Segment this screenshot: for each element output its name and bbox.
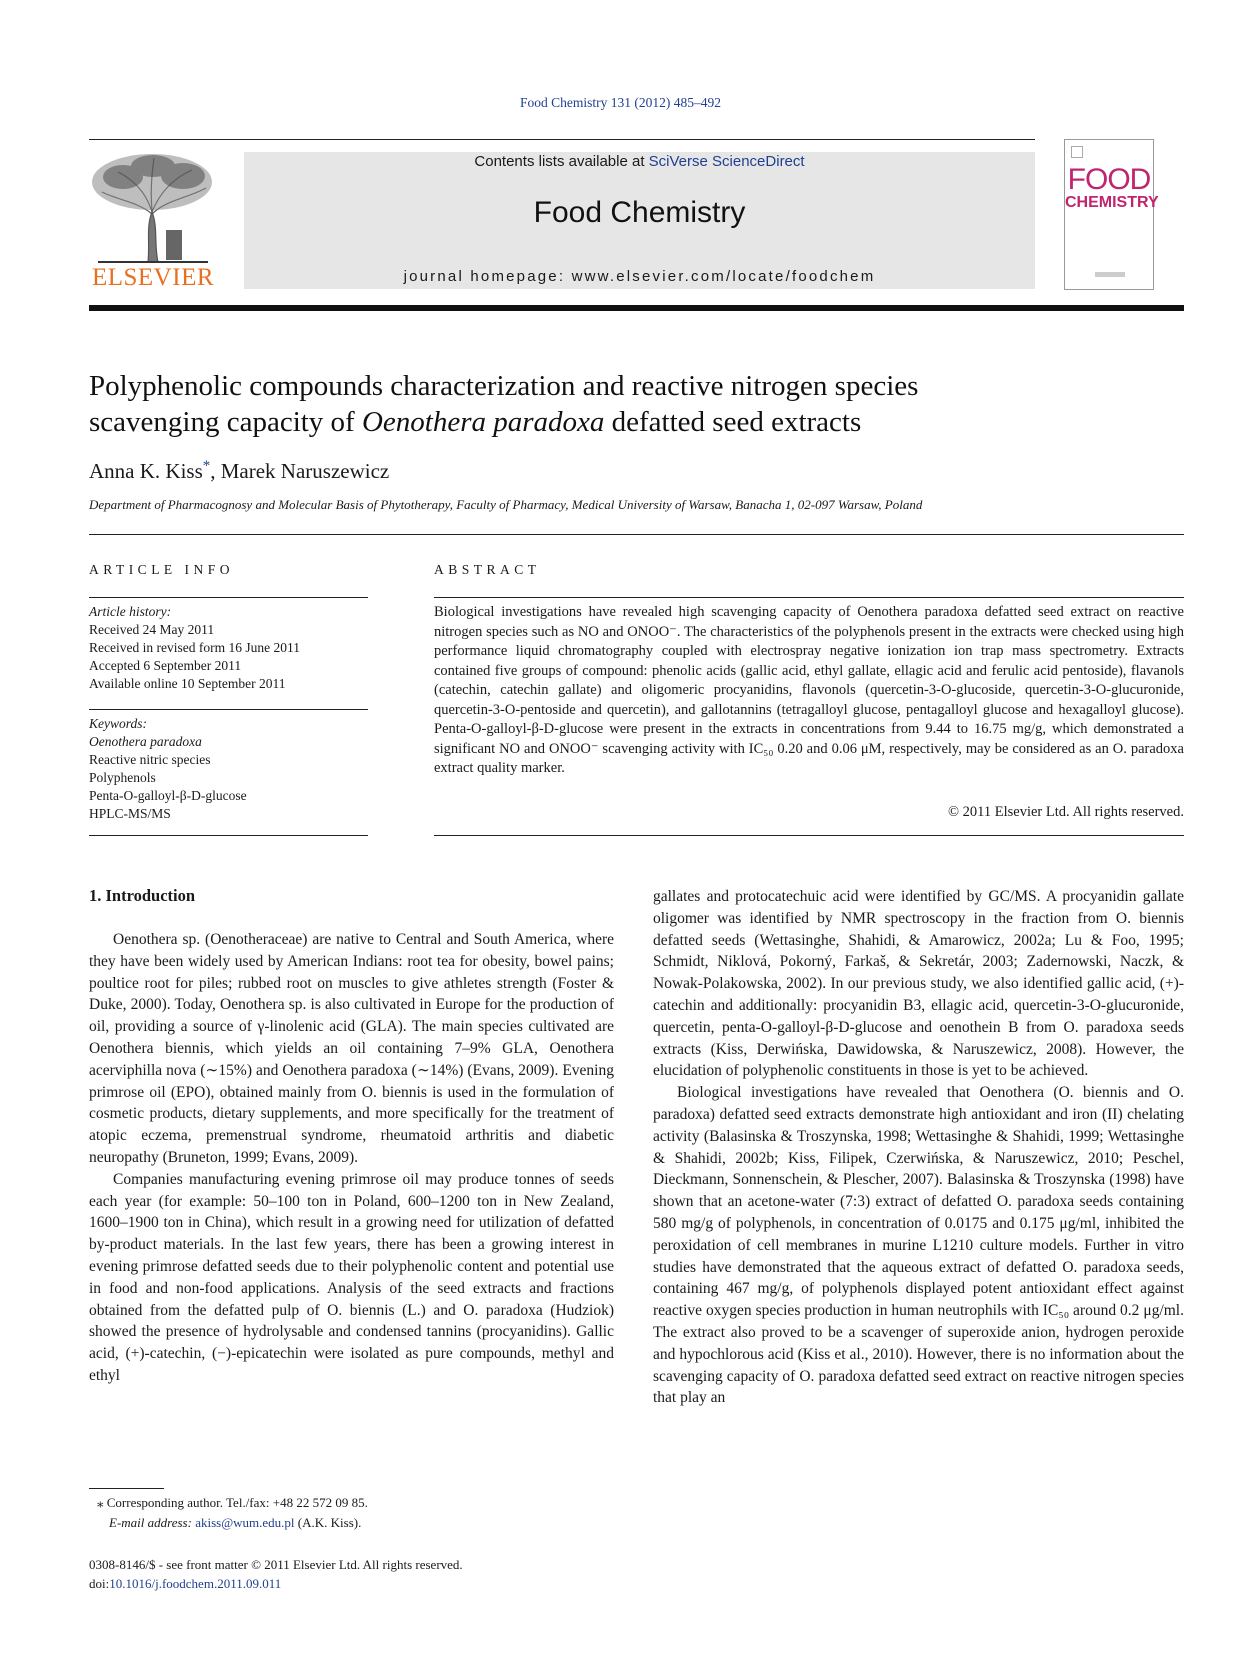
author-naruszewicz: , Marek Naruszewicz xyxy=(210,459,390,483)
header-thick-rule xyxy=(89,305,1184,311)
doi-link[interactable]: 10.1016/j.foodchem.2011.09.011 xyxy=(109,1576,282,1591)
abstract-text: Biological investigations have revealed high scavenging capacity of Oenothera paradoxa defatted seed extract on reactive nitrogen species such as NO and ONOO⁻. The characteristics of the polyphenols present in the extracts were checked using high performance liquid chromatography coupled with electrospray negative ionization ion trap mass spectrometry. Extracts contained five groups of compound: phenolic acids (gallic acid, ethyl gallate, ellagic acid and ferulic acid pentoside), flavanols (catechin, catechin gallate) and oligomeric procyanidins, flavonols (quercetin-3-O-glucoside, quercetin-3-O-glucuronide, quercetin-3-O-pentoside and quercetin), and gallotannins (tetragalloyl glucose, pentagalloyl glucose and hexagalloyl glucose). Penta-O-galloyl-β-D-glucose were present in the extracts in concentrations from 9.44 to 16.75 mg/g, which demonstrated a significant NO and ONOO⁻ scavenging activity with IC₅₀ 0.20 and 0.06 μM, respectively, may be considered as an O. paradoxa extract quality marker. xyxy=(434,604,1184,776)
doi-label: doi: xyxy=(89,1576,110,1591)
keywords-label: Keywords: xyxy=(89,716,147,731)
keyword-item: Penta-O-galloyl-β-D-glucose xyxy=(89,788,247,803)
contents-prefix: Contents lists available at xyxy=(474,153,649,170)
article-info-rule xyxy=(89,835,368,836)
journal-homepage[interactable]: journal homepage: www.elsevier.com/locate/foodchem xyxy=(403,268,876,285)
title-line2-prefix: scavenging capacity of xyxy=(89,406,362,438)
cover-title-line1: FOOD xyxy=(1067,163,1151,196)
email-suffix: (A.K. Kiss). xyxy=(294,1515,362,1530)
keyword-item: HPLC-MS/MS xyxy=(89,806,171,821)
elsevier-tree-icon xyxy=(88,152,218,264)
body-paragraph: Oenothera sp. (Oenotheraceae) are native to Central and South America, where they have been widely used by American Indians: root tea for obesity, bowel pains; poultice root for piles; rubbed root on muscles to give athletes strength (Foster & Duke, 2000). Today, Oenothera sp. is also cultivated in Europe for the production of oil, providing a source of γ-linolenic acid (GLA). The main species cultivated are Oenothera biennis, which yields an oil containing 7–9% GLA, Oenothera acerviphilla nova (∼15%) and Oenothera paradoxa (∼14%) (Evans, 2009). Evening primrose oil (EPO), obtained mainly from O. biennis is used in the formulation of cosmetic products, dietary supplements, and more specifically for the treatment of atopic eczema, premenstrual syndrome, rheumatoid arthritis and diabetic neuropathy (Bruneton, 1999; Evans, 2009). xyxy=(89,931,614,1166)
journal-title: Food Chemistry xyxy=(533,196,746,229)
body-paragraph: Companies manufacturing evening primrose oil may produce tonnes of seeds each year (for example: 50–100 ton in Poland, 600–1200 ton in New Zealand, 1600–1900 ton in China), which result in a growing need for utilization of defatted by-product materials. In the last few years, there has been a growing interest in evening primrose defatted seeds due to their polyphenolic content and potential use in food and non-food applications. Analysis of the seed extracts and fractions obtained from the defatted pulp of O. biennis (L.) and O. paradoxa (Hudziok) showed the presence of hydrolysable and condensed tannins (procyanidins). Gallic acid, (+)-catechin, (−)-epicatechin were isolated as pure compounds, methyl and ethyl xyxy=(89,1170,614,1384)
corresponding-author-note: ⁎ Corresponding author. Tel./fax: +48 22 572 09 85. xyxy=(97,1495,368,1510)
article-history xyxy=(89,603,369,693)
author-list xyxy=(89,458,389,484)
history-online: Available online 10 September 2011 xyxy=(89,676,286,691)
body-column-left xyxy=(89,929,614,1387)
history-accepted: Accepted 6 September 2011 xyxy=(89,658,242,673)
title-line2-italic: Oenothera paradoxa xyxy=(361,406,605,438)
issn-line: 0308-8146/$ - see front matter © 2011 Elsevier Ltd. All rights reserved. xyxy=(89,1557,463,1572)
abstract-rule xyxy=(434,835,1184,836)
cover-title-line2: CHEMISTRY xyxy=(1065,194,1159,211)
sciencedirect-link[interactable]: SciVerse ScienceDirect xyxy=(648,153,805,170)
affiliation-rule xyxy=(89,534,1184,535)
abstract-copyright: © 2011 Elsevier Ltd. All rights reserved. xyxy=(948,804,1184,820)
contents-line xyxy=(244,153,1035,170)
elsevier-wordmark: ELSEVIER xyxy=(91,264,215,291)
title-line2 xyxy=(89,404,1189,440)
cover-logo-icon xyxy=(1071,146,1083,158)
article-info-heading: ARTICLE INFO xyxy=(89,562,235,577)
history-received: Received 24 May 2011 xyxy=(89,622,215,637)
corresponding-author-mark[interactable]: * xyxy=(202,458,211,474)
keyword-item: Polyphenols xyxy=(89,770,156,785)
article-info-rule xyxy=(89,597,368,598)
cover-footer-mark xyxy=(1095,272,1125,277)
email-label: E-mail address: xyxy=(109,1515,196,1530)
email-link[interactable]: akiss@wum.edu.pl xyxy=(195,1515,295,1530)
abstract-heading: ABSTRACT xyxy=(434,562,541,577)
body-paragraph: gallates and protocatechuic acid were identified by GC/MS. A procyanidin gallate oligomer was identified by NMR spectroscopy in the fraction from O. biennis defatted seeds (Wettasinghe, Shahidi, & Amarowicz, 2002a; Lu & Foo, 1995; Schmidt, Niklová, Pokorný, Farkaš, & Sekretár, 2003; Zadernowski, Naczk, & Nowak-Polakowska, 2002). In our previous study, we also identified gallic acid, (+)-catechin and additionally: procyanidin B3, ellagic acid, quercetin-3-O-glucuronide, quercetin, penta-O-galloyl-β-D-glucose and oenothein B from O. paradoxa seeds extracts (Kiss, Derwińska, Dawidowska, & Naruszewicz, 2008). However, the elucidation of polyphenolic constituents in those is yet to be achieved. xyxy=(653,888,1184,1080)
cover-title xyxy=(1065,163,1159,211)
footnote xyxy=(97,1493,617,1533)
affiliation: Department of Pharmacognosy and Molecular Basis of Phytotherapy, Faculty of Pharmacy, Medical University of Warsaw, Banacha 1, 02-097 Warsaw, Poland xyxy=(89,497,923,512)
keywords xyxy=(89,715,369,823)
body-column-right xyxy=(653,886,1184,1409)
journal-citation[interactable]: Food Chemistry 131 (2012) 485–492 xyxy=(520,95,721,110)
footnote-rule xyxy=(89,1488,164,1489)
article-title xyxy=(89,368,1189,440)
author-kiss: Anna K. Kiss xyxy=(89,459,203,483)
history-label: Article history: xyxy=(89,604,172,619)
section-heading: 1. Introduction xyxy=(89,886,196,905)
article-info-rule xyxy=(89,709,368,710)
doi-line xyxy=(89,1574,463,1593)
journal-cover[interactable] xyxy=(1064,139,1159,290)
issn-doi-block xyxy=(89,1555,463,1593)
header-rule xyxy=(89,139,1035,140)
email-line xyxy=(97,1513,617,1533)
history-revised: Received in revised form 16 June 2011 xyxy=(89,640,300,655)
body-paragraph: Biological investigations have revealed that Oenothera (O. biennis and O. paradoxa) defatted seed extracts demonstrate high antioxidant and iron (II) chelating activity (Balasinska & Troszynska, 1998; Wettasinghe & Shahidi, 1999; Wettasinghe & Shahidi, 2002b; Kiss, Filipek, Czerwińska, & Naruszewicz, 2010; Peschel, Dieckmann, Sonnenschein, & Plescher, 2007). Balasinska & Troszynska (1998) have shown that an acetone-water (7:3) extract of defatted O. paradoxa seeds containing 580 mg/g of polyphenols, in concentration of 0.0175 and 0.175 μg/ml, inhibited the peroxidation of cell membranes in murine L1210 culture models. Further in vitro studies have demonstrated that the aqueous extract of defatted O. paradoxa seeds, containing 467 mg/g, of polyphenols displayed potent antioxidant effect against reactive oxygen species production in human neutrophils with IC₅₀ around 0.2 μg/ml. The extract also proved to be a scavenger of superoxide anion, hydrogen peroxide and hypochlorous acid (Kiss et al., 2010). However, there is no information about the scavenging capacity of O. paradoxa defatted seed extract on reactive nitrogen species that play an xyxy=(653,1084,1184,1407)
journal-header-box xyxy=(244,152,1035,289)
abstract-rule xyxy=(434,597,1184,598)
keyword-item: Reactive nitric species xyxy=(89,752,211,767)
elsevier-logo[interactable] xyxy=(88,152,218,292)
keyword-item: Oenothera paradoxa xyxy=(89,734,202,749)
title-line1: Polyphenolic compounds characterization and reactive nitrogen species xyxy=(89,370,919,402)
title-line2-suffix: defatted seed extracts xyxy=(604,406,862,438)
